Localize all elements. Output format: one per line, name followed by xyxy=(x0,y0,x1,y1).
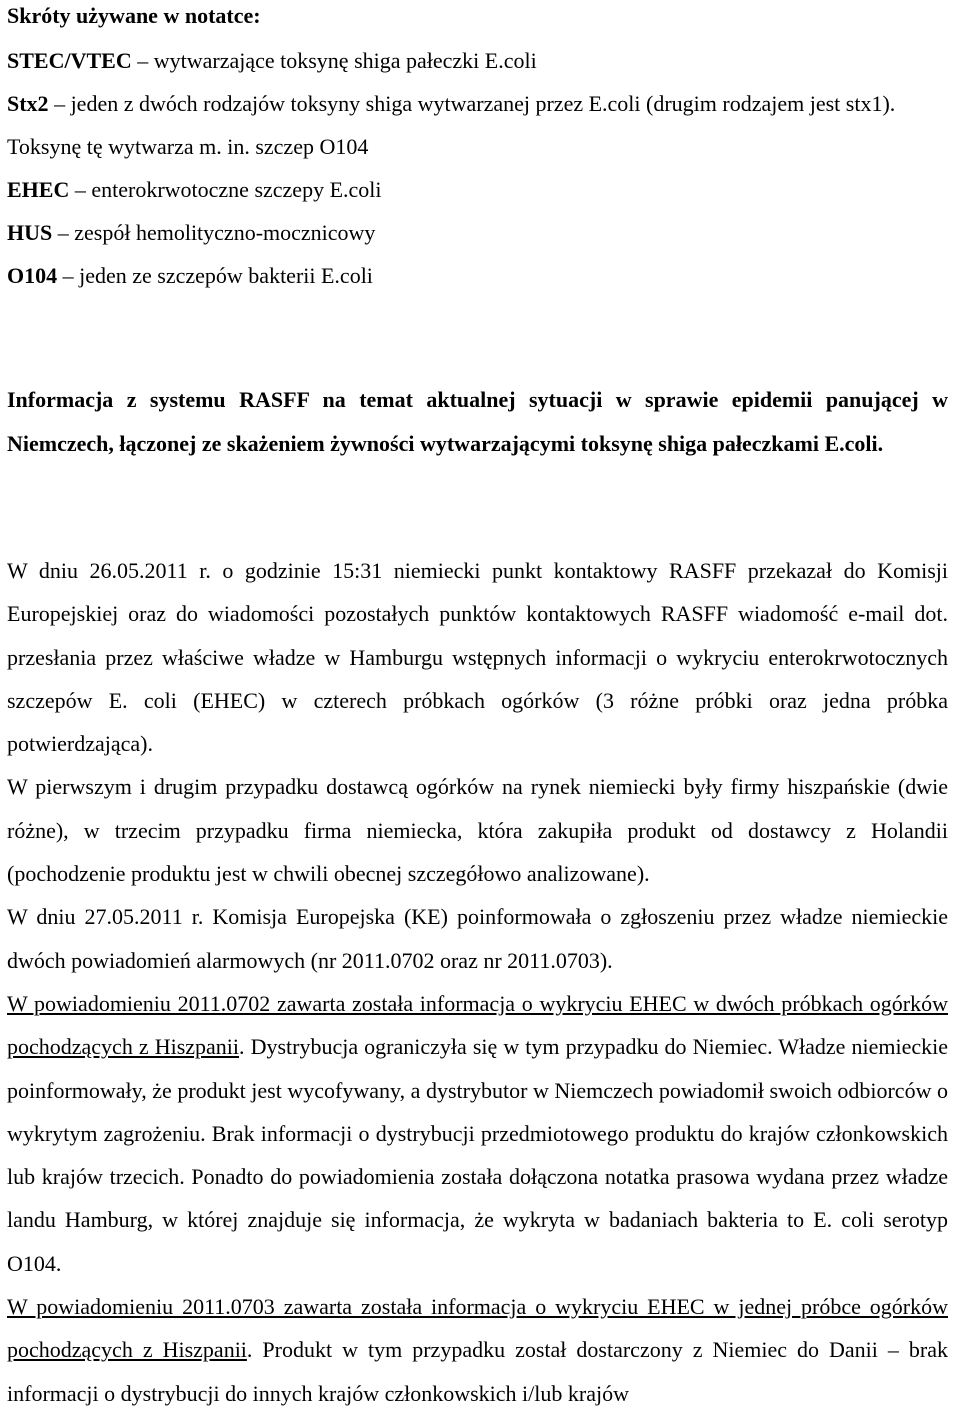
abbreviation-desc: – zespół hemolityczno-mocznicowy xyxy=(52,220,376,245)
abbreviation-desc: – enterokrwotoczne szczepy E.coli xyxy=(69,177,382,202)
paragraph-2: W pierwszym i drugim przypadku dostawcą ogórków na rynek niemiecki były firmy hiszpańskie (dwie różne), w trzecim przypadku firma niemiecka, która zakupiła produkt od dostawcy z Holandii (pochodzenie produktu jest w chwili obecnej szczegółowo analizowane). xyxy=(7,774,948,887)
abbreviation-desc: – jeden ze szczepów bakterii E.coli xyxy=(57,263,373,288)
paragraph-3: W dniu 27.05.2011 r. Komisja Europejska (KE) poinformowała o zgłoszeniu przez władze niemieckie dwóch powiadomień alarmowych (nr 2011.0702 oraz nr 2011.0703). xyxy=(7,904,948,973)
abbreviation-term: STEC/VTEC xyxy=(7,48,132,73)
abbreviation-term: HUS xyxy=(7,220,53,245)
abbreviation-item xyxy=(7,254,954,297)
paragraph-5-underlined: W powiadomieniu 2011.0703 zawarta została informacja o wykryciu EHEC w jednej próbce ogórków pochodzących z Hiszpanii xyxy=(7,1294,948,1363)
abbreviations-section xyxy=(7,0,954,297)
paragraph-4-underlined: W powiadomieniu 2011.0702 zawarta została informacja o wykryciu EHEC w dwóch próbkach ogórków pochodzących z Hiszpanii xyxy=(7,990,948,1060)
abbreviation-item xyxy=(7,82,954,168)
paragraph-5 xyxy=(7,1285,948,1415)
abbreviation-term: O104 xyxy=(7,263,58,288)
abbreviation-desc: – jeden z dwóch rodzajów toksyny shiga wytwarzanej przez E.coli (drugim rodzajem jest stx1). Toksynę tę wytwarza m. in. szczep O104 xyxy=(7,91,896,159)
paragraph-4-text: . Dystrybucja ograniczyła się w tym przypadku do Niemiec. Władze niemieckie poinformowały, że produkt jest wycofywany, a dystrybutor w Niemczech powiadomił swoich odbiorców o wykrytym zagrożeniu. Brak informacji o dystrybucji przedmiotowego produktu do krajów członkowskich lub krajów trzecich. Ponadto do powiadomienia została dołączona notatka prasowa wydana przez władze landu Hamburg, w której znajduje się informacja, że wykryta w badaniach bakteria to E. coli serotyp O104. xyxy=(7,1034,948,1276)
abbreviations-title: Skróty używane w notatce: xyxy=(7,3,261,28)
body-text xyxy=(7,549,948,1415)
paragraph-1: W dniu 26.05.2011 r. o godzinie 15:31 niemiecki punkt kontaktowy RASFF przekazał do Komisji Europejskiej oraz do wiadomości pozostałych punktów kontaktowych RASFF wiadomość e-mail dot. przesłania przez właściwe władze w Hamburgu wstępnych informacji o wykryciu enterokrwotocznych szczepów E. coli (EHEC) w czterech próbkach ogórków (3 różne próbki oraz jedna próbka potwierdzająca). xyxy=(7,558,948,757)
paragraph-5-text: . Produkt w tym przypadku został dostarczony z Niemiec do Danii – brak informacji o dystrybucji do innych krajów członkowskich i/lub krajów xyxy=(7,1337,948,1406)
abbreviation-term: EHEC xyxy=(7,177,70,202)
abbreviation-item xyxy=(7,39,954,82)
section-heading: Informacja z systemu RASFF na temat aktualnej sytuacji w sprawie epidemii panującej w Niemczech, łączonej ze skażeniem żywności wytwarzającymi toksynę shiga pałeczkami E.coli. xyxy=(7,387,948,456)
abbreviation-term: Stx2 xyxy=(7,91,49,116)
abbreviation-item xyxy=(7,211,954,254)
paragraph-4 xyxy=(7,982,948,1285)
abbreviation-desc: – wytwarzające toksynę shiga pałeczki E.coli xyxy=(131,48,537,73)
abbreviation-item xyxy=(7,168,954,211)
